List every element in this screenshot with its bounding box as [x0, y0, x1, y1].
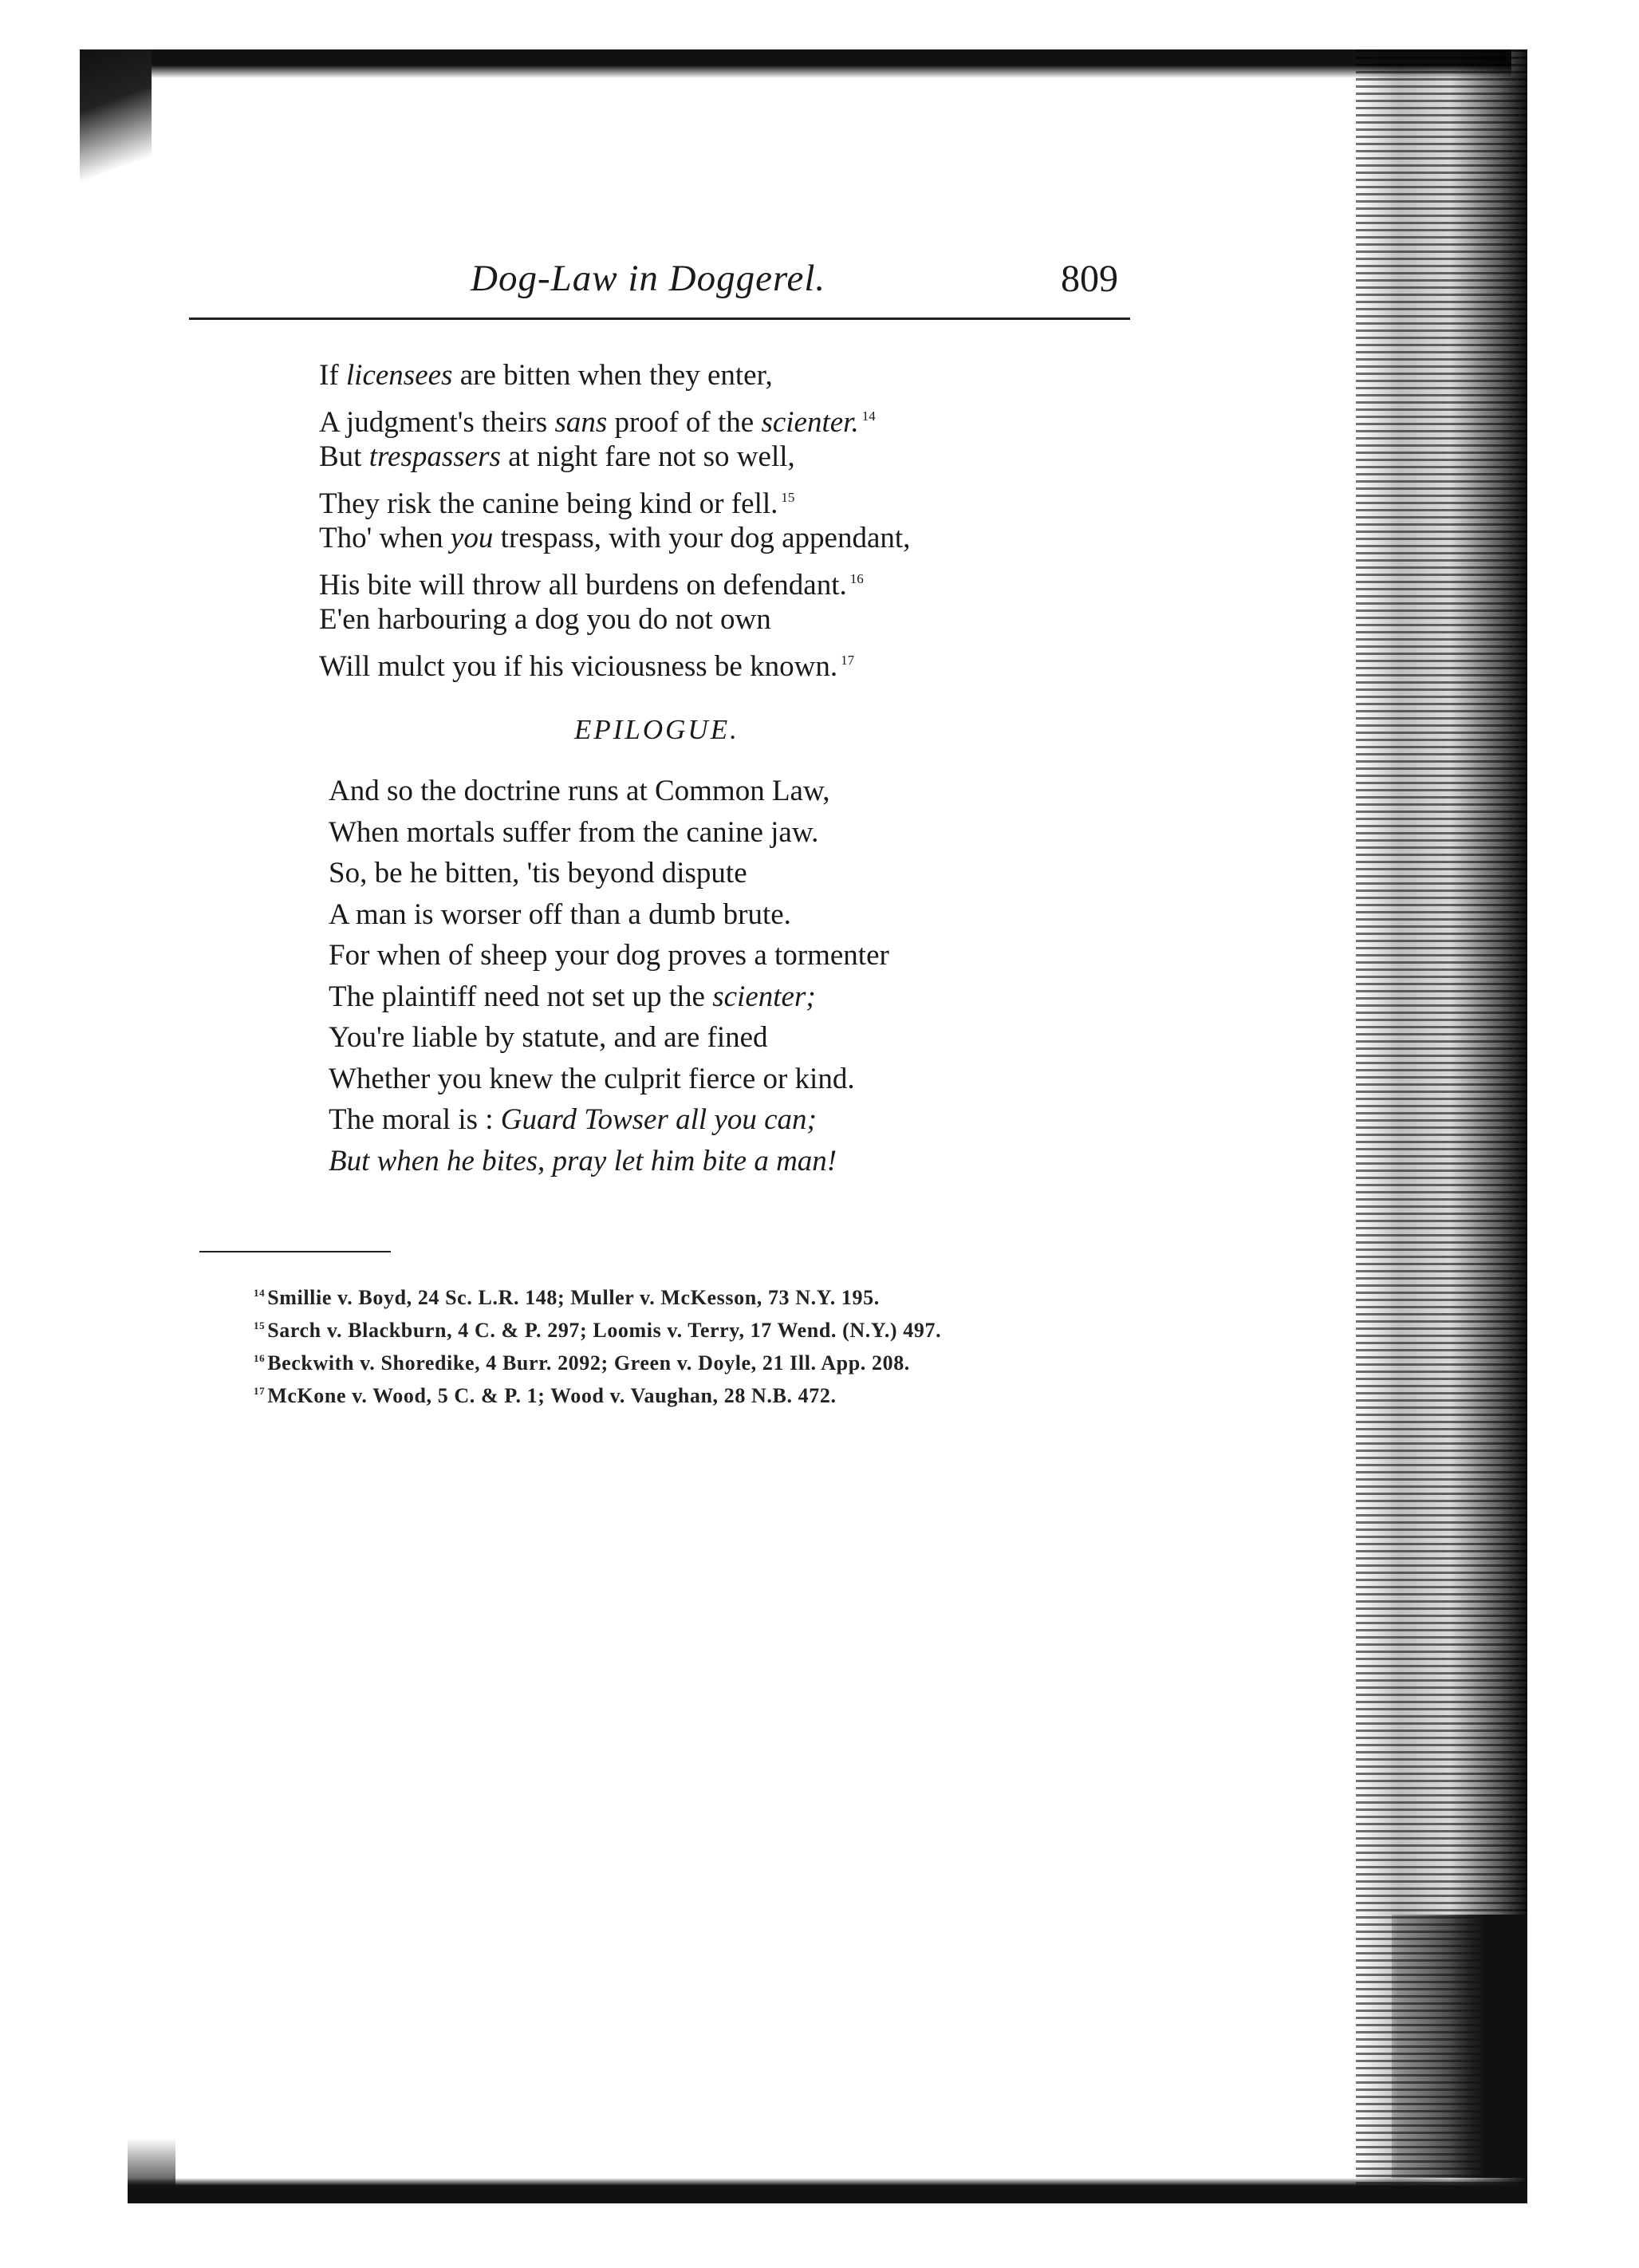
footnote-ref: 14	[861, 408, 876, 424]
verse-text: But	[319, 440, 369, 473]
verse-text: You're liable by statute, and are fined	[329, 1021, 768, 1054]
footnote-item	[254, 1309, 941, 1342]
verse-text: trespass, with your dog appendant,	[493, 522, 911, 554]
verse-line	[319, 477, 910, 518]
footnote-number: 16	[254, 1352, 266, 1364]
verse-italic-text: sans	[554, 406, 608, 439]
footnote-text: Smillie v. Boyd, 24 Sc. L.R. 148; Muller v. McKesson, 73 N.Y. 195.	[267, 1286, 880, 1309]
verse-line	[329, 935, 889, 976]
verse-text: If	[319, 359, 346, 392]
verse-line	[329, 1017, 889, 1059]
scan-corner-top-left	[80, 49, 152, 201]
verse-text: The moral is :	[329, 1103, 501, 1136]
verse-line	[319, 640, 910, 683]
verse-line	[329, 771, 889, 812]
page-number: 809	[1061, 258, 1118, 300]
verse-text: The plaintiff need not set up the	[329, 980, 713, 1013]
verse-line	[329, 812, 889, 854]
scan-corner-bottom-left	[128, 2138, 175, 2202]
scan-border-top	[80, 49, 1511, 78]
verse-text: Whether you knew the culprit fierce or kind.	[329, 1062, 855, 1095]
verse-text: A judgment's theirs	[319, 406, 555, 439]
verse-line	[319, 558, 910, 602]
footnote-text: Sarch v. Blackburn, 4 C. & P. 297; Loomis v. Terry, 17 Wend. (N.Y.) 497.	[267, 1319, 942, 1342]
footnote-number: 15	[254, 1319, 266, 1331]
verse-text: at night fare not so well,	[500, 440, 795, 473]
verse-line	[329, 894, 889, 936]
verse-italic-text: you	[450, 522, 494, 554]
verse-italic-text: But when he bites, pray let him bite a man!	[329, 1144, 837, 1177]
verse-stanza-1	[319, 355, 911, 683]
verse-text: A man is worser off than a dumb brute.	[329, 897, 791, 931]
footnote-item	[254, 1276, 941, 1309]
running-title: Dog-Law in Doggerel.	[471, 258, 826, 299]
header-rule	[189, 318, 1130, 320]
footnote-rule	[199, 1251, 391, 1252]
scan-border-right-bottom	[1392, 1915, 1527, 2178]
verse-text: Will mulct you if his viciousness be known.	[319, 650, 838, 683]
footnotes	[254, 1276, 941, 1407]
verse-line	[319, 396, 910, 439]
scan-border-bottom	[128, 2178, 1527, 2203]
footnote-ref: 17	[841, 653, 855, 668]
footnote-ref: 15	[781, 490, 795, 505]
verse-text: are bitten when they enter,	[452, 359, 773, 392]
verse-italic-text: scienter.	[761, 406, 859, 439]
verse-line	[319, 518, 910, 558]
scan-border-right	[1356, 49, 1527, 2187]
verse-text: Tho' when	[319, 522, 451, 554]
verse-line	[329, 1099, 889, 1141]
footnote-item	[254, 1342, 941, 1375]
footnote-number: 14	[254, 1287, 266, 1299]
footnote-text: Beckwith v. Shoredike, 4 Burr. 2092; Green v. Doyle, 21 Ill. App. 208.	[267, 1351, 910, 1375]
verse-line	[329, 853, 889, 894]
verse-line	[329, 1141, 889, 1182]
verse-text: proof of the	[607, 406, 762, 439]
verse-line	[319, 599, 910, 640]
footnote-ref: 16	[849, 571, 864, 586]
footnote-text: McKone v. Wood, 5 C. & P. 1; Wood v. Vaughan, 28 N.B. 472.	[267, 1384, 837, 1407]
verse-stanza-2	[329, 771, 889, 1181]
verse-italic-text: Guard Towser all you can;	[500, 1103, 817, 1136]
footnote-number: 17	[254, 1385, 266, 1397]
verse-text: His bite will throw all burdens on defendant.	[319, 569, 847, 602]
verse-text: For when of sheep your dog proves a tormenter	[329, 939, 889, 972]
verse-italic-text: licensees	[345, 359, 453, 392]
verse-text: E'en harbouring a dog you do not own	[319, 603, 771, 636]
verse-text: And so the doctrine runs at Common Law,	[329, 775, 830, 807]
verse-italic-text: scienter;	[712, 980, 816, 1013]
verse-line	[329, 1059, 889, 1100]
epilogue-heading: EPILOGUE.	[574, 714, 739, 745]
verse-line	[329, 976, 889, 1018]
footnote-item	[254, 1375, 941, 1407]
verse-text: So, be he bitten, 'tis beyond dispute	[329, 857, 747, 889]
verse-text: When mortals suffer from the canine jaw.	[329, 815, 819, 849]
verse-line	[319, 355, 910, 396]
verse-line	[319, 436, 910, 477]
verse-text: They risk the canine being kind or fell.	[319, 487, 778, 520]
verse-italic-text: trespassers	[368, 440, 501, 473]
